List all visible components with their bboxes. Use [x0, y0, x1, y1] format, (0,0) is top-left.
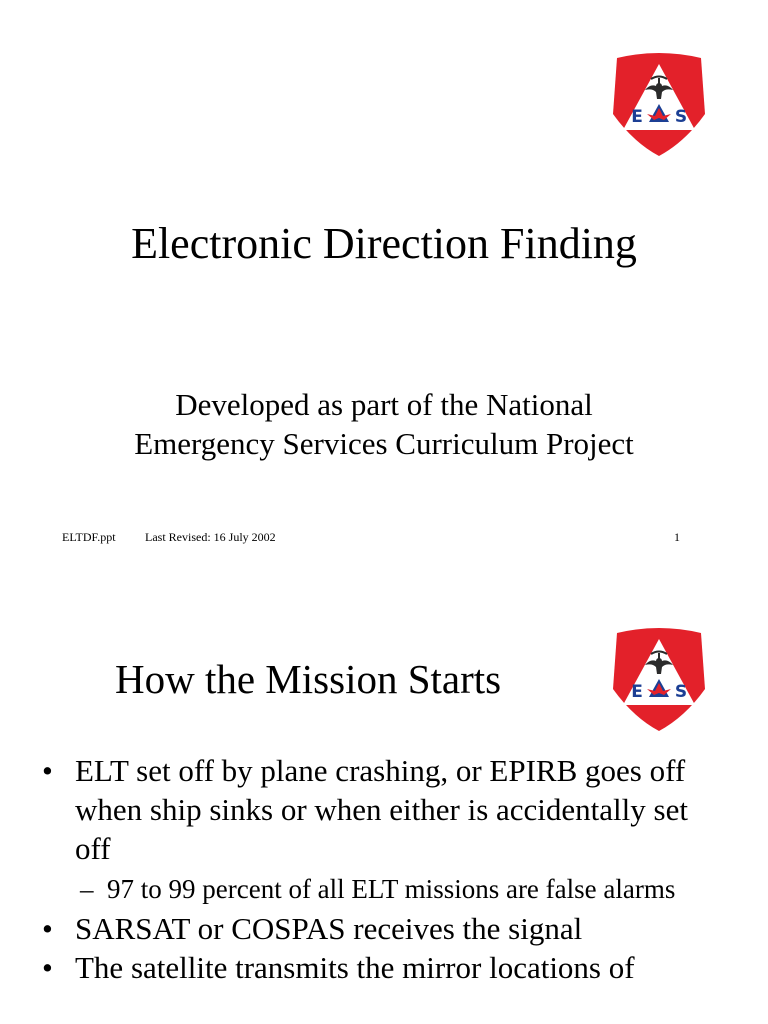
bullet-text: The satellite transmits the mirror locations of — [75, 950, 635, 985]
es-logo — [609, 627, 709, 733]
subtitle-line-2: Emergency Services Curriculum Project — [134, 426, 634, 461]
slide-title: How the Mission Starts — [115, 656, 502, 702]
footer-revised-date: Last Revised: 16 July 2002 — [145, 530, 276, 544]
slide-2 — [0, 585, 768, 1024]
bullet-text: ELT set off by plane crashing, or EPIRB goes off when ship sinks or when either is accidentally set off — [75, 753, 688, 866]
subtitle-line-1: Developed as part of the National — [175, 387, 593, 422]
logo-letter-e: E — [631, 682, 643, 702]
logo-letter-s: S — [674, 682, 688, 702]
footer-page-number: 1 — [674, 530, 680, 544]
bullet-item — [0, 948, 768, 987]
bullet-item — [0, 751, 768, 868]
es-logo — [609, 52, 709, 158]
sub-bullet-item — [0, 872, 768, 907]
bullet-marker: • — [42, 753, 53, 788]
sub-bullet-text: 97 to 99 percent of all ELT missions are false alarms — [107, 874, 676, 904]
logo-letter-s: S — [674, 107, 688, 127]
slide-title: Electronic Direction Finding — [131, 219, 637, 268]
bullet-marker: • — [42, 950, 53, 985]
footer-filename: ELTDF.ppt — [62, 530, 116, 544]
sub-bullet-marker: – — [80, 874, 94, 904]
bullet-item — [0, 909, 768, 948]
bullet-marker: • — [42, 911, 53, 946]
logo-letter-e: E — [631, 107, 643, 127]
slide-subtitle — [0, 385, 768, 463]
bullet-text: SARSAT or COSPAS receives the signal — [75, 911, 583, 946]
bullet-list — [0, 751, 768, 987]
